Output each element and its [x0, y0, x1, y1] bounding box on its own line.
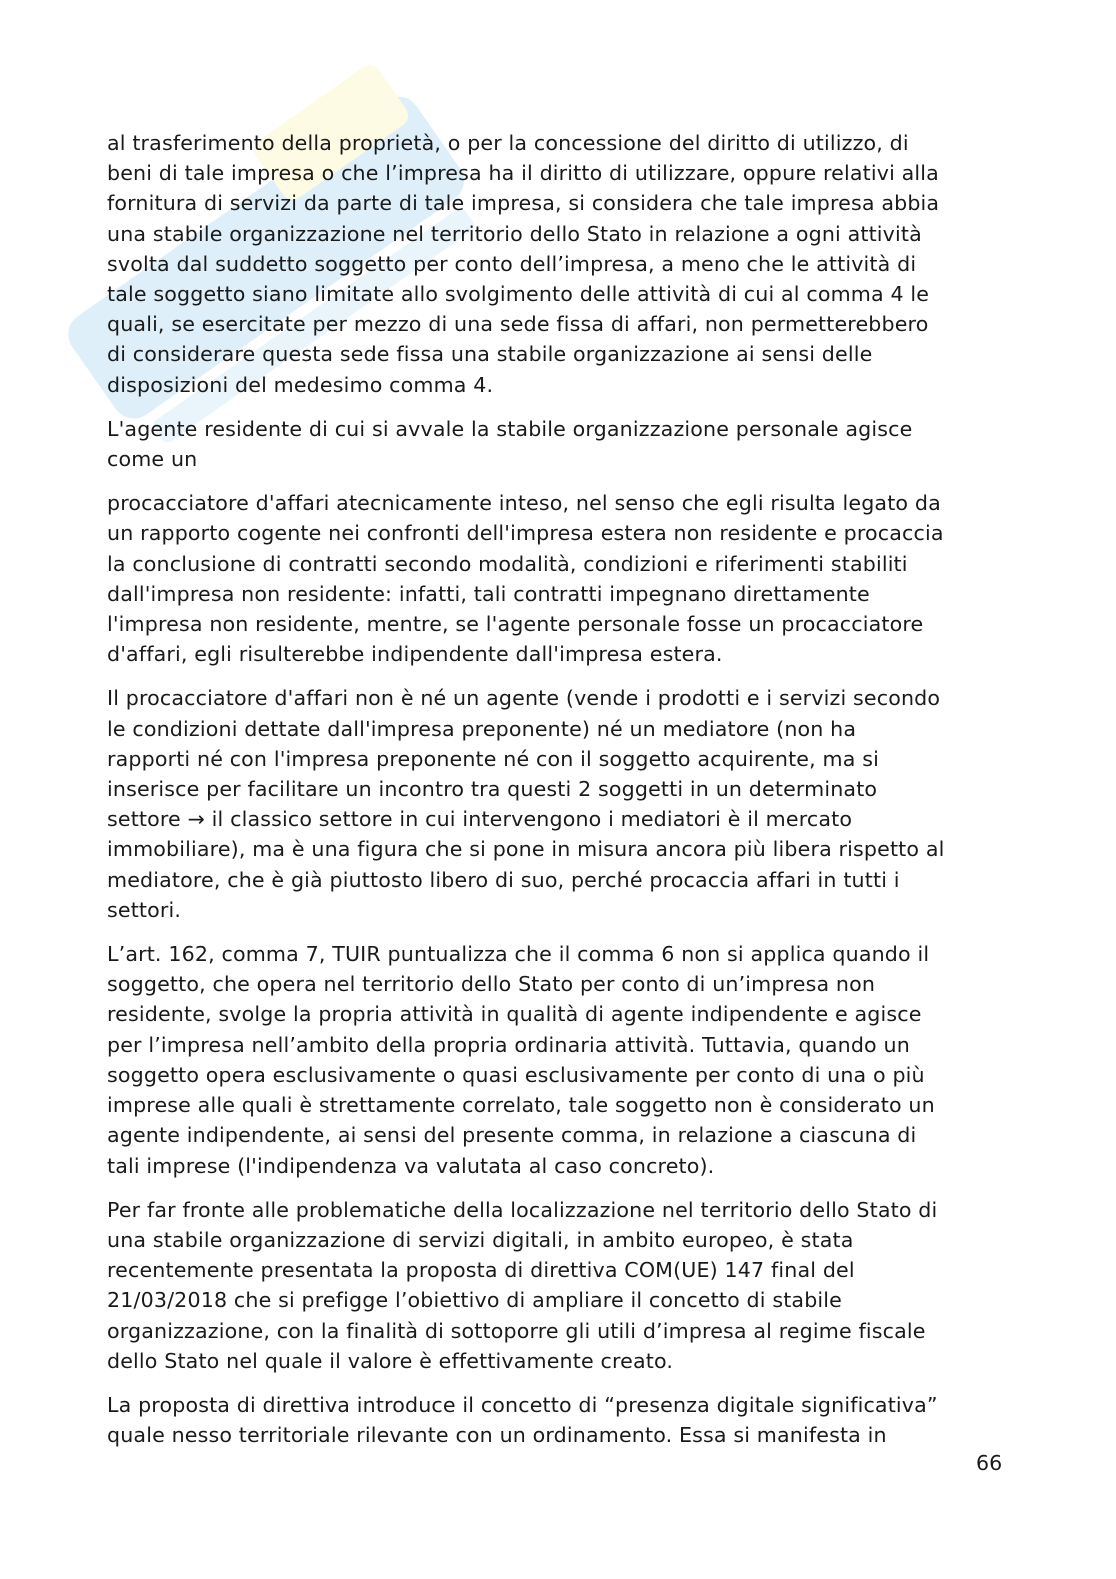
paragraph-digital-presence: La proposta di direttiva introduce il concetto di “presenza digitale significativa” quale nesso territoriale rilevante con un ordinamento. Essa si manifesta in: [107, 1392, 938, 1448]
paragraph-stable-organization-activities: al trasferimento della proprietà, o per la concessione del diritto di utilizzo, di beni di tale impresa o che l’impresa ha il diritto di utilizzare, oppure relativi alla fornitura di servizi da parte di tale impresa, si considera che tale impresa abbia una stabile organizzazione nel territorio dello Stato in relazione a ogni attività svolta dal suddetto soggetto per conto dell’impresa, a meno che le attività di tale soggetto siano limitate allo svolgimento delle attività di cui al comma 4 le quali, se esercitate per mezzo di una sede fissa di affari, non permetterebbero di considerare questa sede fissa una stabile organizzazione ai sensi delle disposizioni del medesimo comma 4.: [107, 131, 940, 397]
page-number: 66: [976, 1451, 1003, 1475]
paragraph-digital-services-directive: Per far fronte alle problematiche della localizzazione nel territorio dello Stato di una stabile organizzazione di servizi digitali, in ambito europeo, è stata recentemente presentata la proposta di direttiva COM(UE) 147 final del 21/03/2018 che si prefigge l’obiettivo di ampliare il concetto di stabile organizzazione, con la finalità di sottoporre gli utili d’impresa al regime fiscale dello Stato nel quale il valore è effettivamente creato.: [107, 1197, 938, 1373]
paragraph-art-162-comma-7: L’art. 162, comma 7, TUIR puntualizza che il comma 6 non si applica quando il soggetto, che opera nel territorio dello Stato per conto di un’impresa non residente, svolge la propria attività in qualità di agente indipendente e agisce per l’impresa nell’ambito della propria ordinaria attività. Tuttavia, quando un soggetto opera esclusivamente o quasi esclusivamente per conto di una o più imprese alle quali è strettamente correlato, tale soggetto non è considerato un agente indipendente, ai sensi del presente comma, in relazione a ciascuna di tali imprese (l'indipendenza va valutata al caso concreto).: [107, 942, 935, 1178]
paragraph-procacciatore-vs-mediatore: Il procacciatore d'affari non è né un agente (vende i prodotti e i servizi secondo le condizioni dettate dall'impresa preponente) né un mediatore (non ha rapporti né con l'impresa preponente né con il soggetto acquirente, ma si inserisce per facilitare un incontro tra questi 2 soggetti in un determinato settore → il classico settore in cui intervengono i mediatori è il mercato immobiliare), ma è una figura che si pone in misura ancora più libera rispetto al mediatore, che è già piuttosto libero di suo, perché procaccia affari in tutti i settori.: [107, 686, 945, 922]
document-body: [107, 128, 1007, 1464]
paragraph-procacciatore-definition: procacciatore d'affari atecnicamente inteso, nel senso che egli risulta legato da un rapporto cogente nei confronti dell'impresa estera non residente e procaccia la conclusione di contratti secondo modalità, condizioni e riferimenti stabiliti dall'impresa non residente: infatti, tali contratti impegnano direttamente l'impresa non residente, mentre, se l'agente personale fosse un procacciatore d'affari, egli risulterebbe indipendente dall'impresa estera.: [107, 491, 944, 667]
paragraph-resident-agent: L'agente residente di cui si avvale la stabile organizzazione personale agisce come un: [107, 416, 913, 472]
